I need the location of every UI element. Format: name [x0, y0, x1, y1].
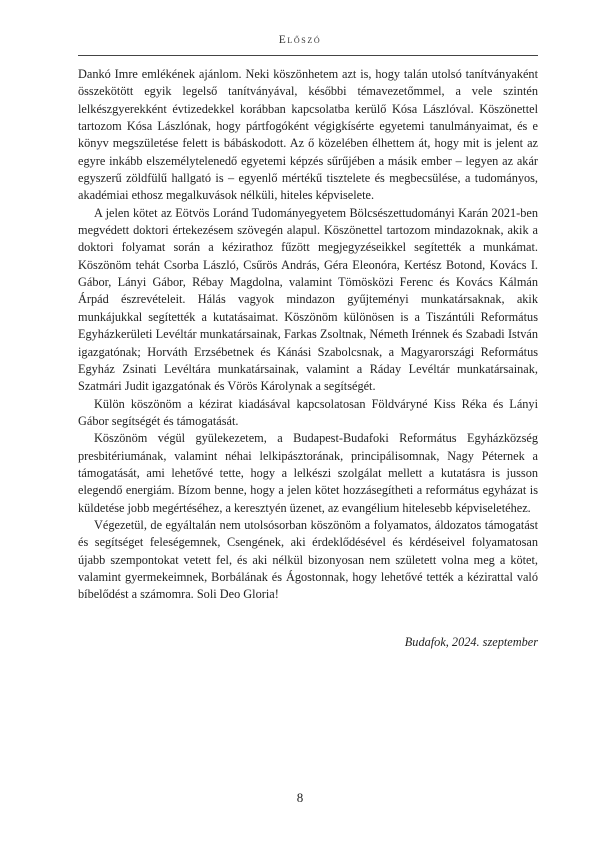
page-number: 8: [296, 790, 304, 805]
header-rule: [78, 55, 538, 56]
paragraph-dedication: Dankó Imre emlékének ajánlom. Neki köszönhetem azt is, hogy talán utolsó tanítványaként összekötött egyik legelső tanítványával, későbbi témavezetőmmel, a vele szintén lelkészgyerekként évtizedekkel korábban kapcsolatba kerülő Kósa Lászlóval. Köszönettel tartozom Kósa Lászlónak, hogy pártfogóként végigkísérte egyetemi tanulmányaimat, és e könyv megszületése felett is bábáskodott. Az ő közelében élhettem át, hogy mit is jelent az egyre inkább elszemélytelenedő egyetemi képzés sűrűjében a másik ember – legyen az akár egyszerű zöldfülű hallgató is – egyenlő mértékű tisztelete és megbecsülése, a tudományos, akadémiai ethosz megalkuvások nélküli, hiteles képviselete.: [78, 67, 538, 203]
paragraph-acknowledgements-congregation: Köszönöm végül gyülekezetem, a Budapest-Budafoki Református Egyházközség presbitériumának, valamint néhai lelkipásztorának, principálisomnak, Nagy Péternek a támogatását, ami lehetővé tette, hogy a lelkészi szolgálat mellett a kutatásra is jusson elegendő energiám. Bízom benne, hogy a jelen kötet hozzásegítheti a református egyházat is küldetése jobb megértéséhez, a keresztyén üzenet, az evangélium hitelesebb képviseletéhez.: [78, 431, 538, 515]
paragraph-acknowledgements-family: Végezetül, de egyáltalán nem utolsósorban köszönöm a folyamatos, áldozatos támogatást és segítséget feleségemnek, Csengének, aki érdeklődésével és kérdéseivel folyamatosan újabb szempontokat vetett fel, és aki nélkül bizonyosan nem született volna meg a kötet, valamint gyermekeimnek, Borbálának és Ágostonnak, hogy lehetővé tették a kézirattal való bíbelődést a számomra. Soli Deo Gloria!: [78, 517, 538, 602]
place-date-signature: Budafok, 2024. szeptember: [404, 635, 538, 649]
running-header-title: Előszó: [278, 34, 322, 46]
paragraph-acknowledgements-publication: Külön köszönöm a kézirat kiadásával kapcsolatosan Földváryné Kiss Réka és Lányi Gábor segítségét és támogatását.: [78, 396, 538, 428]
paragraph-acknowledgements-thesis: A jelen kötet az Eötvös Loránd Tudományegyetem Bölcsészettudományi Karán 2021-ben megvédett doktori értekezésem szövegén alapul. Köszönettel tartozom mindazoknak, akik a doktori folyamat során a kézirathoz fűzött megjegyzéseikkel segítették a munkámat. Köszönöm tehát Csorba László, Csűrös András, Géra Eleonóra, Kertész Botond, Kovács I. Gábor, Lányi Gábor, Rébay Magdolna, valamint Tömösközi Ferenc és Kovács Kálmán Árpád észrevételeit. Hálás vagyok mindazon gyűjteményi munkatársaknak, akik munkájukkal segítették a kutatásaimat. Köszönöm különösen is a Tiszántúli Református Egyházkerületi Levéltár munkatársainak, Farkas Zsoltnak, Németh Irénnek és Szabadi István igazgatónak; Horváth Erzsébetnek és Kánási Szabolcsnak, a Magyarországi Református Egyház Zsinati Levéltára munkatársainak, valamint a Ráday Levéltár munkatársainak, Szatmári Judit igazgatónak és Vörös Károlynak a segítségét.: [78, 205, 538, 394]
body-text: [78, 66, 538, 604]
